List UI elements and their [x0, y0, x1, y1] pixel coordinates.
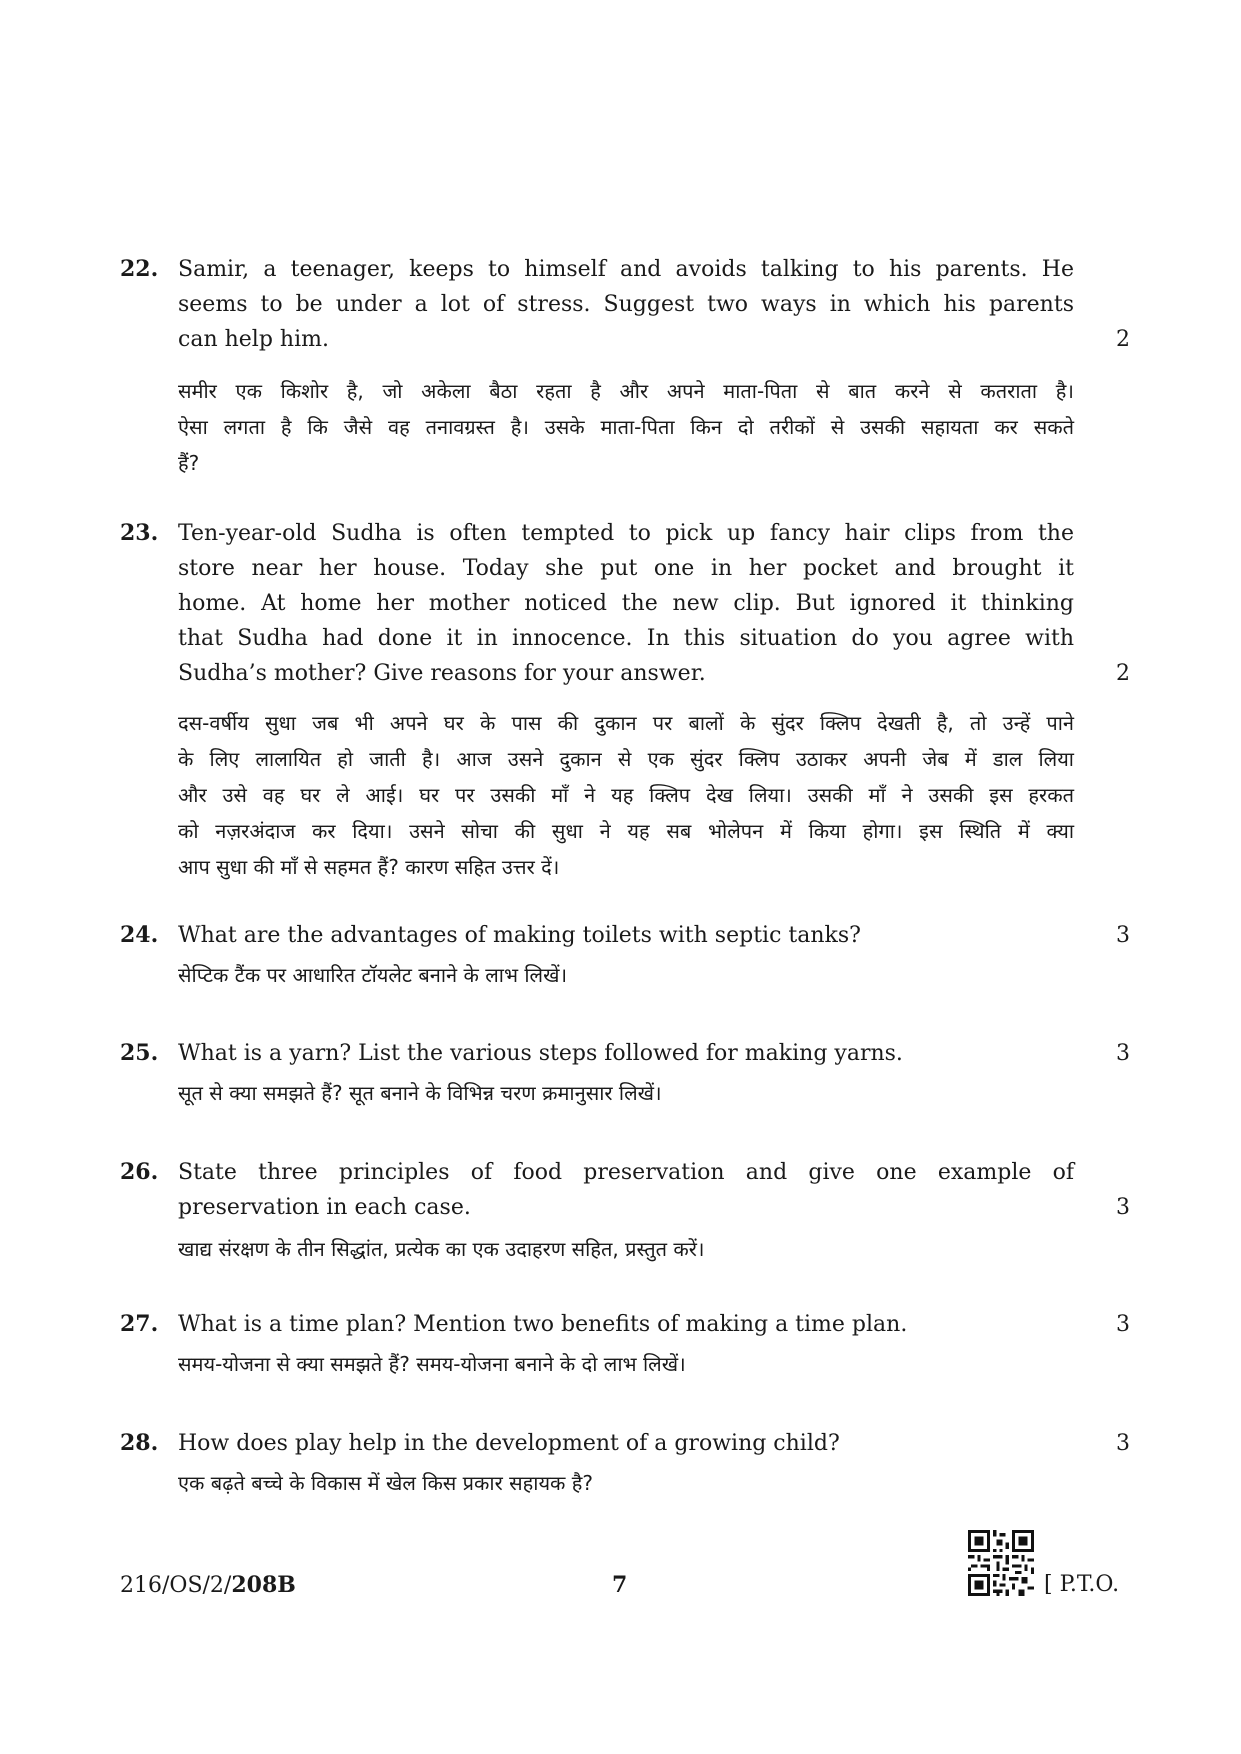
- question-text-en: What is a yarn? List the various steps followed for making yarns.: [178, 1041, 903, 1066]
- question-text-en: Samir, a teenager, keeps to himself and avoids talking to his parents. He seems to be under a lot of stress. Suggest two ways in which his parents can help him.: [178, 257, 1074, 352]
- question-text-hi: एक बढ़ते बच्चे के विकास में खेल किस प्रकार सहायक है?: [178, 1471, 594, 1495]
- marks: 2: [1116, 327, 1130, 352]
- question-25: [120, 1036, 1130, 1111]
- question-number: 22.: [120, 256, 159, 282]
- marks: 3: [1116, 1431, 1130, 1456]
- question-text-en: Ten-year-old Sudha is often tempted to pick up fancy hair clips from the store near her house. Today she put one in her pocket and brought it home. At home her mother noticed the new clip. But ignored it thinking that Sudha had done it in innocence. In this situation do you agree with Sudha’s mother? Give reasons for your answer.: [178, 521, 1074, 686]
- page-number: 7: [612, 1572, 628, 1598]
- question-text-en: How does play help in the development of a growing child?: [178, 1431, 840, 1456]
- marks: 3: [1116, 923, 1130, 948]
- pto-label: [ P.T.O.: [1044, 1572, 1120, 1597]
- question-22: [120, 252, 1130, 481]
- question-number: 28.: [120, 1430, 159, 1456]
- question-text-hi: सेप्टिक टैंक पर आधारित टॉयलेट बनाने के लाभ लिखें।: [178, 963, 568, 987]
- qr-code-icon: [968, 1530, 1034, 1596]
- question-number: 27.: [120, 1311, 159, 1337]
- question-number: 24.: [120, 922, 159, 948]
- marks: 2: [1116, 661, 1130, 686]
- question-number: 25.: [120, 1040, 159, 1066]
- question-text-en: State three principles of food preservation and give one example of preservation in each case.: [178, 1160, 1074, 1220]
- marks: 3: [1116, 1195, 1130, 1220]
- marks: 3: [1116, 1041, 1130, 1066]
- question-text-en: What are the advantages of making toilets with septic tanks?: [178, 923, 861, 948]
- question-24: [120, 918, 1130, 993]
- question-number: 26.: [120, 1159, 159, 1185]
- question-number: 23.: [120, 520, 159, 546]
- question-text-hi: समय-योजना से क्या समझते हैं? समय-योजना बनाने के दो लाभ लिखें।: [178, 1352, 686, 1376]
- question-text-hi: समीर एक किशोर है, जो अकेला बैठा रहता है और अपने माता-पिता से बात करने से कतराता है। ऐसा लगता है कि जैसे वह तनावग्रस्त है। उसके माता-पिता किन दो तरीकों से उसकी सहायता कर सकते हैं?: [178, 379, 1074, 475]
- question-27: [120, 1307, 1130, 1382]
- question-text-hi: सूत से क्या समझते हैं? सूत बनाने के विभिन्न चरण क्रमानुसार लिखें।: [178, 1081, 662, 1105]
- paper-code: 216/OS/2/208B: [120, 1572, 296, 1598]
- question-23: [120, 516, 1130, 885]
- question-text-en: What is a time plan? Mention two benefits of making a time plan.: [178, 1312, 908, 1337]
- question-text-hi: दस-वर्षीय सुधा जब भी अपने घर के पास की दुकान पर बालों के सुंदर क्लिप देखती है, तो उन्हें पाने के लिए लालायित हो जाती है। आज उसने दुकान से एक सुंदर क्लिप उठाकर अपनी जेब में डाल लिया और उसे वह घर ले आई। घर पर उसकी माँ ने यह क्लिप देख लिया। उसकी माँ ने उसकी इस हरकत को नज़रअंदाज कर दिया। उसने सोचा की सुधा ने यह सब भोलेपन में किया होगा। इस स्थिति में क्या आप सुधा की माँ से सहमत हैं? कारण सहित उत्तर दें।: [178, 711, 1074, 879]
- question-28: [120, 1426, 1130, 1501]
- question-26: [120, 1155, 1130, 1267]
- question-text-hi: खाद्य संरक्षण के तीन सिद्धांत, प्रत्येक का एक उदाहरण सहित, प्रस्तुत करें।: [178, 1237, 705, 1261]
- marks: 3: [1116, 1312, 1130, 1337]
